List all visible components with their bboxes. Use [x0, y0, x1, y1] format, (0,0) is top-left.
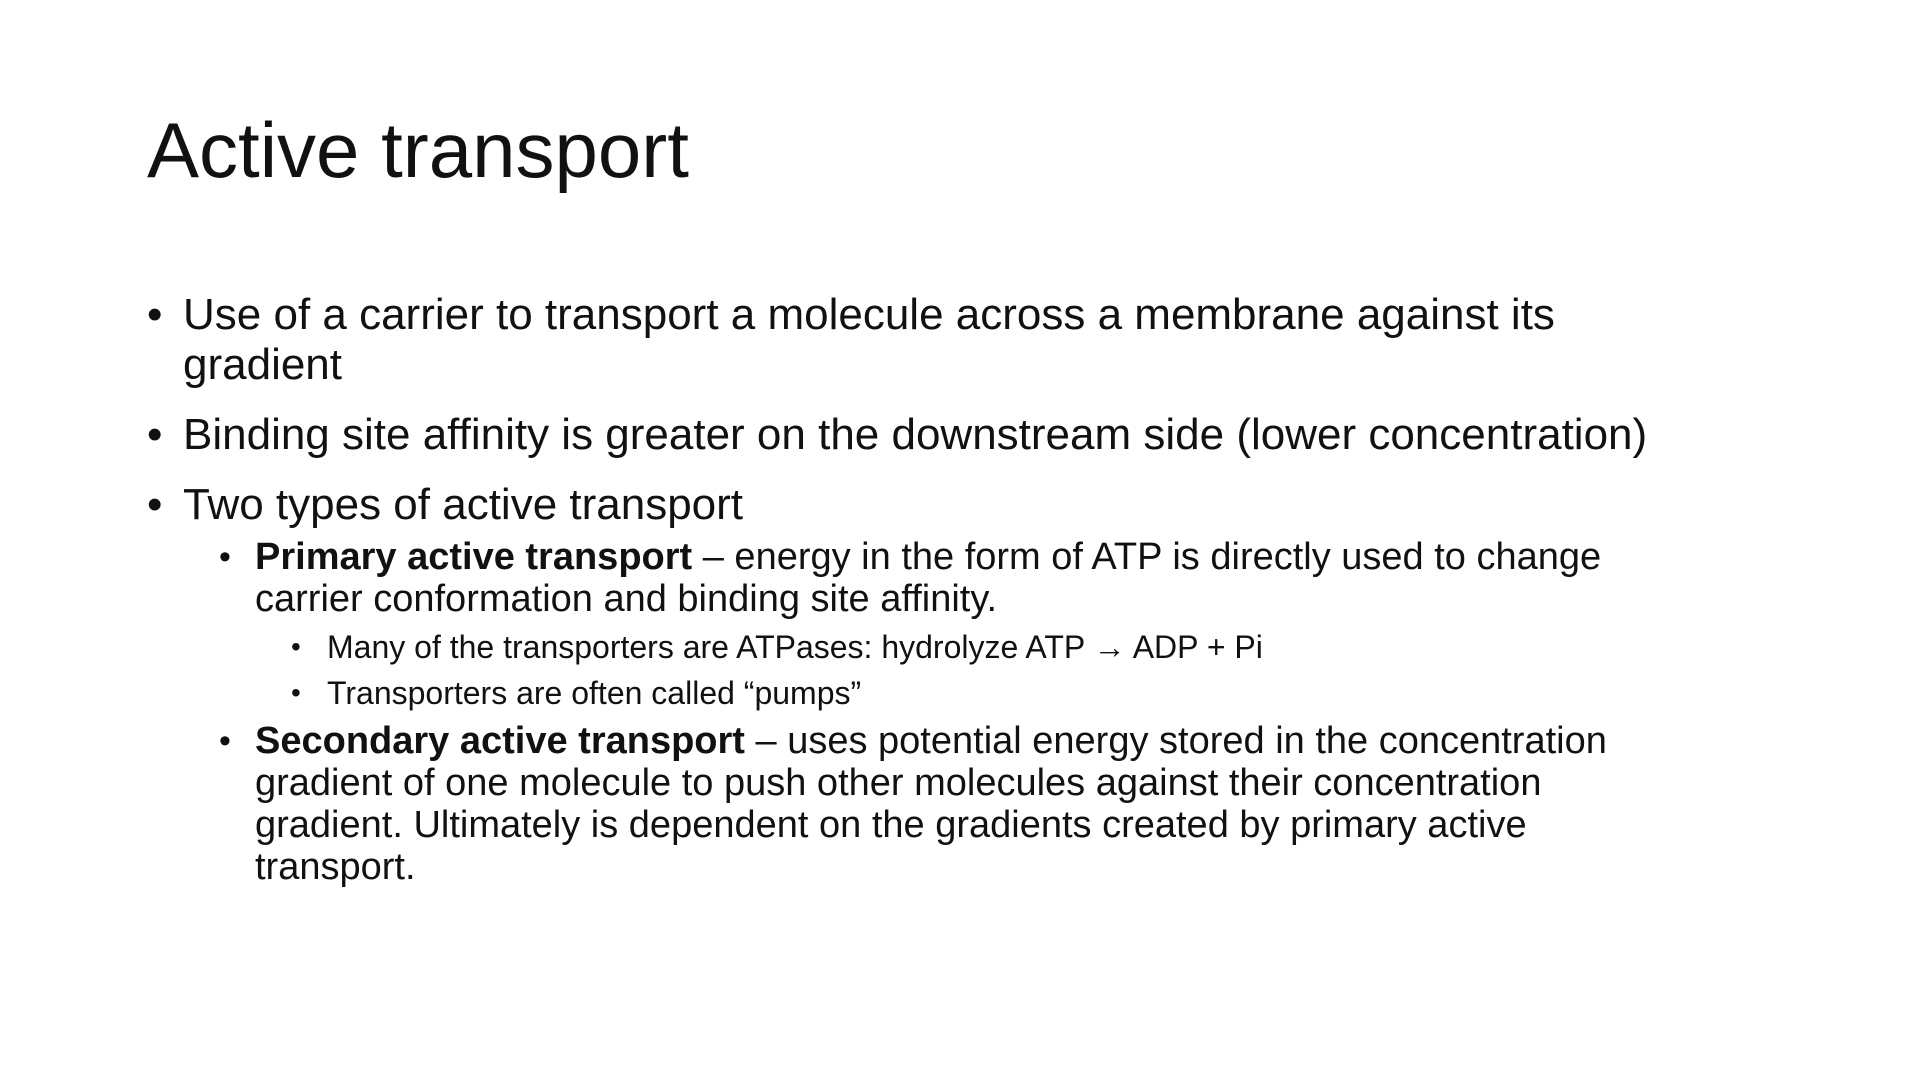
pumps-text: Transporters are often called “pumps” — [327, 675, 862, 711]
bullet-icon: • — [219, 538, 231, 576]
secondary-term: Secondary active transport — [255, 720, 745, 762]
bullet-icon: • — [147, 410, 163, 459]
bullet-icon: • — [147, 480, 163, 529]
bullet-item-3 — [147, 480, 1687, 530]
primary-term: Primary active transport — [255, 536, 693, 578]
sub-sub-bullet-pumps — [291, 674, 1687, 712]
sub-sub-bullet-atpases — [291, 628, 1687, 666]
sub-bullet-primary — [219, 536, 1687, 620]
bullet-item-1 — [147, 290, 1687, 390]
bullet-item-2 — [147, 410, 1687, 460]
bullet-text-3: Two types of active transport — [183, 480, 744, 529]
slide-title: Active transport — [147, 106, 689, 194]
bullet-icon: • — [291, 677, 301, 708]
bullet-icon: • — [291, 631, 301, 662]
bullet-text-2: Binding site affinity is greater on the downstream side (lower concentration) — [183, 410, 1648, 459]
sub-bullet-secondary — [219, 720, 1687, 888]
bullet-icon: • — [147, 290, 163, 339]
atpases-text: Many of the transporters are ATPases: hydrolyze ATP → ADP + Pi — [327, 629, 1263, 665]
bullet-icon: • — [219, 722, 231, 760]
bullet-text-1: Use of a carrier to transport a molecule across a membrane against its gradient — [183, 290, 1555, 389]
primary-description: – energy in the form of ATP is directly used to change carrier conformation and binding site affinity. — [255, 536, 1602, 620]
secondary-description: – uses potential energy stored in the concentration gradient of one molecule to push other molecules against their concentration gradient. Ultimately is dependent on the gradients created by primary active transport. — [255, 720, 1607, 888]
slide-body — [147, 290, 1687, 896]
